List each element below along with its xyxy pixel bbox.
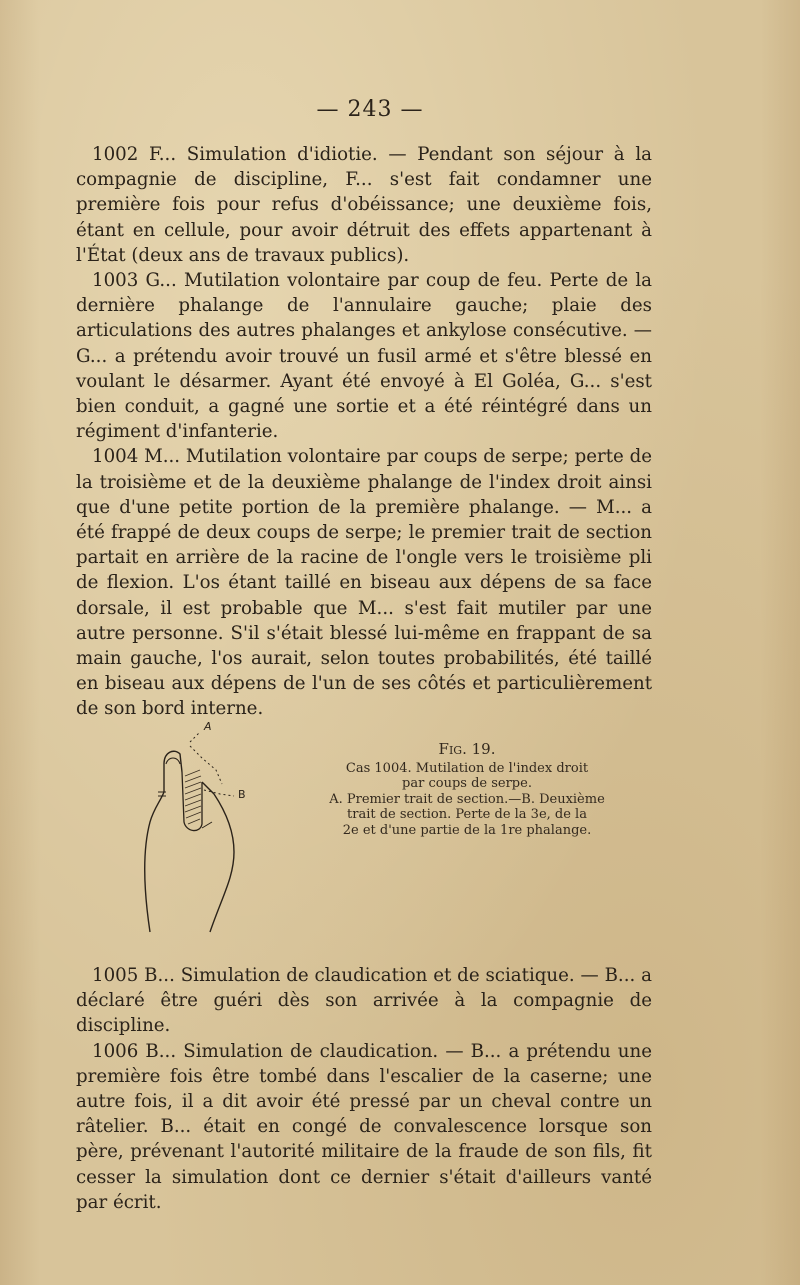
text-block-bottom	[76, 963, 652, 1215]
entry-1004: 1004 M... Mutilation volontaire par coups de serpe; perte de la troisième et de la deuxième phalange de l'index droit ainsi que d'une petite portion de la première phalange. — M... a été frappé de deux coups de serpe; le premier trait de section partait en arrière de la racine de l'ongle vers le troisième pli de flexion. L'os étant taillé en biseau aux dépens de sa face dorsale, il est probable que M... s'est fait mutiler par une autre personne. S'il s'était blessé lui-même en frappant de sa main gauche, l'os aurait, selon toutes probabilités, été taillé en biseau aux dépens de l'un de ses côtés et particulièrement de son bord interne.	[76, 446, 652, 720]
caption-line-4: trait de section. Perte de la 3e, de la	[347, 807, 587, 822]
entry-1006: 1006 B... Simulation de claudication. — B... a prétendu une première fois être tombé dans l'escalier de la caserne; une autre fois, il a dit avoir été pressé par un cheval contre un râtelier. B... était en congé de convalescence lorsque son père, prévenant l'autorité militaire de la fraude de son fils, fit cesser la simulation dont ce dernier s'était d'ailleurs vanté par écrit.	[76, 1040, 652, 1213]
caption-line-1: Cas 1004. Mutilation de l'index droit	[345, 760, 589, 776]
figure-title: Fig. 19.	[438, 740, 496, 758]
caption-line-5: 2e et d'une partie de la 1re phalange.	[342, 822, 592, 838]
figure-19	[130, 712, 670, 942]
caption-line-2: par coups de serpe.	[402, 776, 532, 791]
entry-1005: 1005 B... Simulation de claudication et de sciatique. — B... a déclaré être guéri dès son arrivée à la compagnie de discipline.	[76, 965, 652, 1037]
figure-label-a: A	[204, 720, 212, 733]
figure-caption	[312, 742, 622, 838]
text-block-top	[76, 142, 652, 722]
hand-illustration	[130, 712, 260, 936]
entry-1003: 1003 G... Mutilation volontaire par coup de feu. Perte de la dernière phalange de l'annulaire gauche; plaie des articulations des autres phalanges et ankylose consécutive. — G... a prétendu avoir trouvé un fusil armé et s'être blessé en voulant le désarmer. Ayant été envoyé à El Goléa, G... s'est bien conduit, a gagné une sortie et a été réintégré dans un régiment d'infanterie.	[76, 270, 652, 443]
page-number: — 243 —	[316, 97, 424, 122]
figure-label-b: B	[238, 788, 246, 801]
caption-line-3: A. Premier trait de section.—B. Deuxième	[329, 791, 605, 807]
entry-1002: 1002 F... Simulation d'idiotie. — Pendant son séjour à la compagnie de discipline, F... s'est fait condamner une première fois pour refus d'obéissance; une deuxième fois, étant en cellule, pour avoir détruit des effets appartenant à l'État (deux ans de travaux publics).	[76, 144, 652, 266]
